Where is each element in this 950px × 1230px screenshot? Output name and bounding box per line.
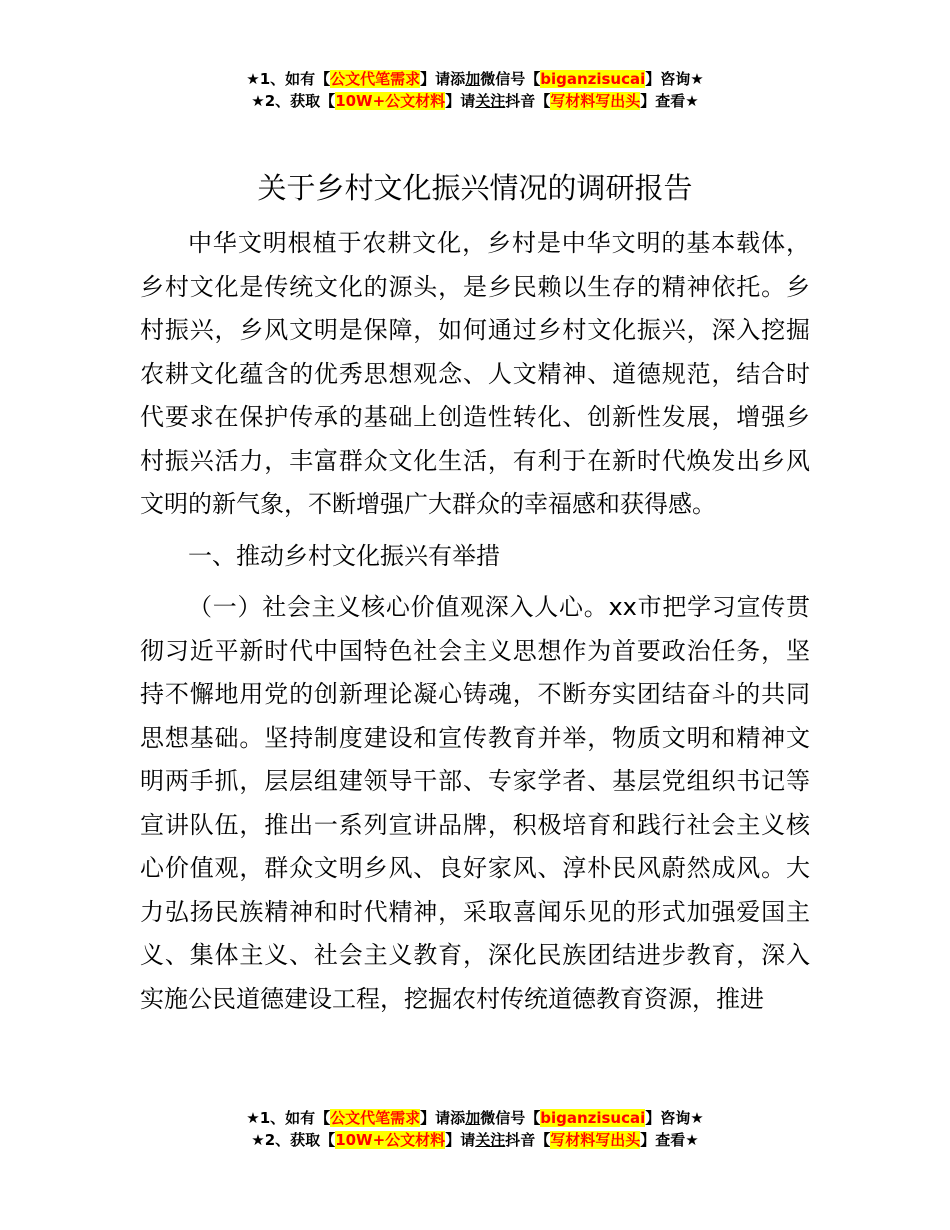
banner-text: 】请 [445, 1131, 476, 1149]
banner-text: 微信号【 [480, 70, 541, 88]
banner-line-2 [0, 90, 950, 112]
footer-banner [0, 1107, 950, 1151]
banner-text: ★1、如有【 [246, 70, 331, 88]
banner-underlined: 关注 [475, 92, 506, 110]
banner-text: 】查看★ [640, 92, 699, 110]
banner-text: 微信号【 [480, 1109, 541, 1127]
document-body [140, 222, 810, 1029]
banner-text: ★2、获取【 [251, 92, 336, 110]
banner-highlight: 公文代笔需求 [330, 1109, 421, 1127]
banner-text: ★2、获取【 [251, 1131, 336, 1149]
banner-text: 】咨询★ [645, 70, 704, 88]
banner-line-2 [0, 1129, 950, 1151]
banner-underlined: 加 [465, 1109, 481, 1127]
banner-highlight: 10W+公文材料 [335, 92, 446, 110]
section-heading: 一、推动乡村文化振兴有举措 [188, 541, 500, 570]
banner-underlined: 关注 [475, 1131, 506, 1149]
banner-text: 抖音【 [505, 92, 551, 110]
banner-highlight: 公文代笔需求 [330, 70, 421, 88]
body-paragraph: （一）社会主义核心价值观深入人心。xx市把学习宣传贯彻习近平新时代中国特色社会主义思想作为首要政治任务，坚持不懈地用党的创新理论凝心铸魂，不断夯实团结奋斗的共同思想基础。坚持制度建设和宣传教育并举，物质文明和精神文明两手抓，层层组建领导干部、专家学者、基层党组织书记等宣讲队伍，推出一系列宣讲品牌，积极培育和践行社会主义核心价值观，群众文明乡风、良好家风、淳朴民风蔚然成风。大力弘扬民族精神和时代精神，采取喜闻乐见的形式加强爱国主义、集体主义、社会主义教育，深化民族团结进步教育，深入实施公民道德建设工程，挖掘农村传统道德教育资源，推进 [140, 593, 810, 1013]
banner-highlight: 写材料写出头 [550, 92, 641, 110]
banner-underlined: 加 [465, 70, 481, 88]
header-banner [0, 68, 950, 112]
intro-paragraph: 中华文明根植于农耕文化，乡村是中华文明的基本载体，乡村文化是传统文化的源头，是乡民赖以生存的精神依托。乡村振兴，乡风文明是保障，如何通过乡村文化振兴，深入挖掘农耕文化蕴含的优秀思想观念、人文精神、道德规范，结合时代要求在保护传承的基础上创造性转化、创新性发展，增强乡村振兴活力，丰富群众文化生活，有利于在新时代焕发出乡风文明的新气象，不断增强广大群众的幸福感和获得感。 [140, 229, 810, 518]
banner-text: 】查看★ [640, 1131, 699, 1149]
banner-text: 】咨询★ [645, 1109, 704, 1127]
banner-line-1 [0, 1107, 950, 1129]
banner-highlight: 10W+公文材料 [335, 1131, 446, 1149]
document-title: 关于乡村文化振兴情况的调研报告 [257, 171, 693, 205]
banner-text: 】请 [445, 92, 476, 110]
banner-highlight: biganzisucai [540, 1109, 646, 1127]
banner-highlight: biganzisucai [540, 70, 646, 88]
banner-text: 抖音【 [505, 1131, 551, 1149]
banner-text: 】请添 [420, 70, 466, 88]
banner-text: 】请添 [420, 1109, 466, 1127]
banner-line-1 [0, 68, 950, 90]
banner-text: ★1、如有【 [246, 1109, 331, 1127]
banner-highlight: 写材料写出头 [550, 1131, 641, 1149]
